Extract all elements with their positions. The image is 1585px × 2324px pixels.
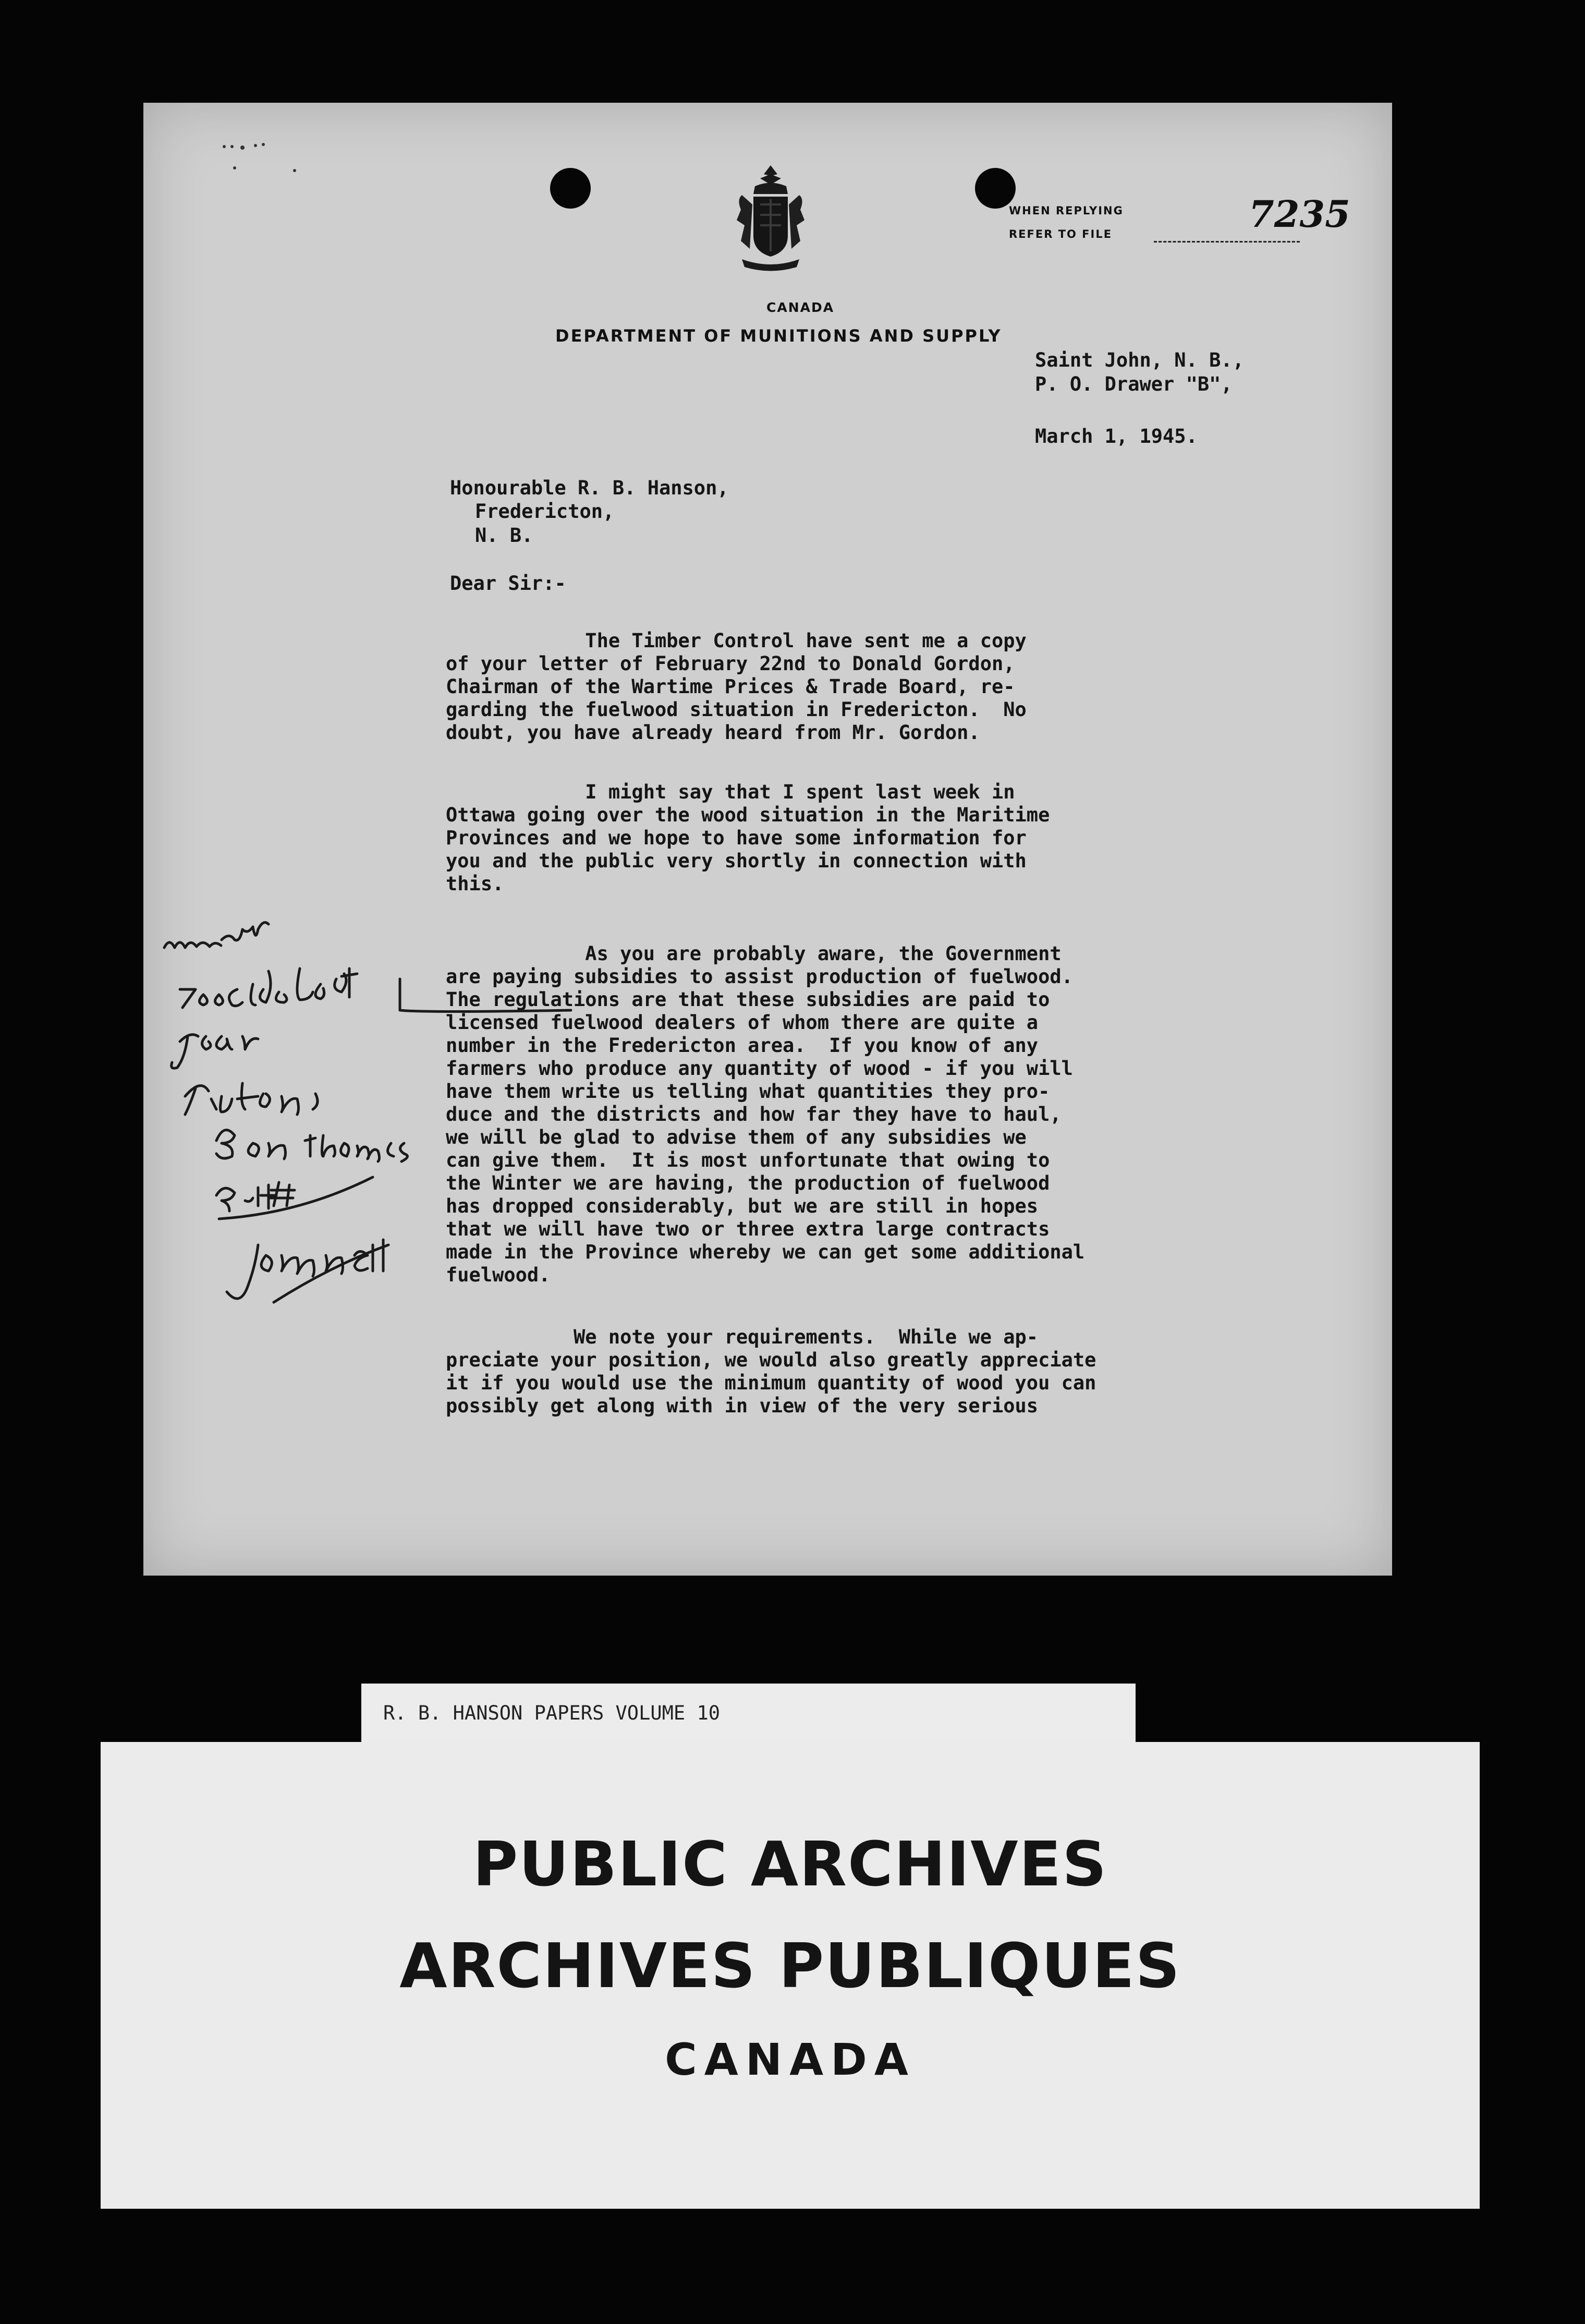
sender-address-line2: P. O. Drawer "B", [1035,373,1233,395]
letter-page: CANADA DEPARTMENT OF MUNITIONS AND SUPPLY WHEN REPLYING REFER TO FILE 7235 Saint John, N. B., P. O. Drawer "B", March 1, 1945. Honourable R. B. Hanson, Fredericton, N. B. Dear Sir:- The Timber Control have sent me a copy of your letter of February 22nd to Donald Gordon, Chairman of the Wartime Prices & Trade Board, re- garding the fuelwood situation in Fredericton. No doubt, you have already heard from Mr. Gordon. I might say that I spent last week in Ottawa going over the wood situation in the Maritime Provinces and we hope to have some information for you and the public very shortly in connection with this. As you are probably aware, the Government are paying subsidies to assist production of fuelwood. The regulations are that these subsidies are paid to licensed fuelwood dealers of whom there are quite a number in the Fredericton area. If you know of any farmers who produce any quantity of wood - if you will have them write us telling what quantities they pro- duce and the districts and how far they have to haul, we will be glad to advise them of any subsidies we can give them. It is most unfortunate that owing to the Winter we are having, the production of fuelwood has dropped considerably, but we are still in hopes that we will have two or three extra large contracts made in the Province whereby we can get some additional fuelwood. We note your requirements. While we ap- preciate your position, we would also greatly appreciate it if you would use the minimum quantity of wood you can possibly get along with in view of the very serious [143,103,1392,1576]
body-line: this. [446,873,504,895]
archive-card [101,1742,1480,2209]
body-line: made in the Province whereby we can get some additional [446,1241,1085,1263]
body-line: Ottawa going over the wood situation in the Maritime [446,804,1050,826]
body-line: preciate your position, we would also greatly appreciate [446,1349,1096,1371]
body-line: As you are probably aware, the Government [446,942,1062,965]
volume-label-text: R. B. HANSON PAPERS VOLUME 10 [383,1702,721,1724]
body-line: the Winter we are having, the production of fuelwood [446,1172,1050,1194]
body-line: fuelwood. [446,1264,551,1286]
file-number: 7235 [1249,192,1350,236]
letterhead-department: DEPARTMENT OF MUNITIONS AND SUPPLY [555,326,1002,346]
handwritten-annotations [143,103,1392,1576]
body-line: garding the fuelwood situation in Fredericton. No [446,698,1027,721]
reply-instruction-line1: WHEN REPLYING [1009,204,1124,217]
sender-address-line1: Saint John, N. B., [1035,349,1244,371]
recipient-province: N. B. [475,524,533,547]
body-line: that we will have two or three extra large contracts [446,1218,1050,1240]
body-line: doubt, you have already heard from Mr. Gordon. [446,721,980,744]
body-line: number in the Fredericton area. If you know of any [446,1034,1039,1057]
body-line: We note your requirements. While we ap- [446,1326,1039,1348]
body-line: farmers who produce any quantity of wood - if you will [446,1057,1073,1080]
recipient-city: Fredericton, [475,500,615,523]
body-line: have them write us telling what quantities they pro- [446,1080,1050,1103]
body-line: The regulations are that these subsidies are paid to [446,988,1050,1011]
archive-title-english: PUBLIC ARCHIVES [472,1828,1108,1900]
body-line: possibly get along with in view of the very serious [446,1395,1039,1417]
body-line: The Timber Control have sent me a copy [446,630,1027,652]
body-line: can give them. It is most unfortunate that owing to [446,1149,1050,1171]
body-line: licensed fuelwood dealers of whom there are quite a [446,1011,1039,1034]
body-line: you and the public very shortly in connection with [446,850,1027,872]
body-line: duce and the districts and how far they have to haul, [446,1103,1062,1125]
letter-date: March 1, 1945. [1035,425,1198,447]
body-line: it if you would use the minimum quantity of wood you can [446,1372,1096,1394]
body-line: we will be glad to advise them of any subsidies we [446,1126,1027,1148]
archive-title-french: ARCHIVES PUBLIQUES [399,1930,1181,2002]
reply-instruction-line2: REFER TO FILE [1009,228,1113,240]
body-line: are paying subsidies to assist production of fuelwood. [446,965,1073,988]
body-line: Provinces and we hope to have some information for [446,827,1027,849]
body-line: has dropped considerably, but we are still in hopes [446,1195,1039,1217]
body-line: of your letter of February 22nd to Donald Gordon, [446,652,1015,675]
archive-country: CANADA [665,2034,916,2085]
body-line: I might say that I spent last week in [446,781,1015,803]
salutation: Dear Sir:- [450,572,566,595]
body-line: Chairman of the Wartime Prices & Trade Board, re- [446,675,1015,698]
volume-label [361,1684,1136,1742]
recipient-name: Honourable R. B. Hanson, [450,477,729,499]
